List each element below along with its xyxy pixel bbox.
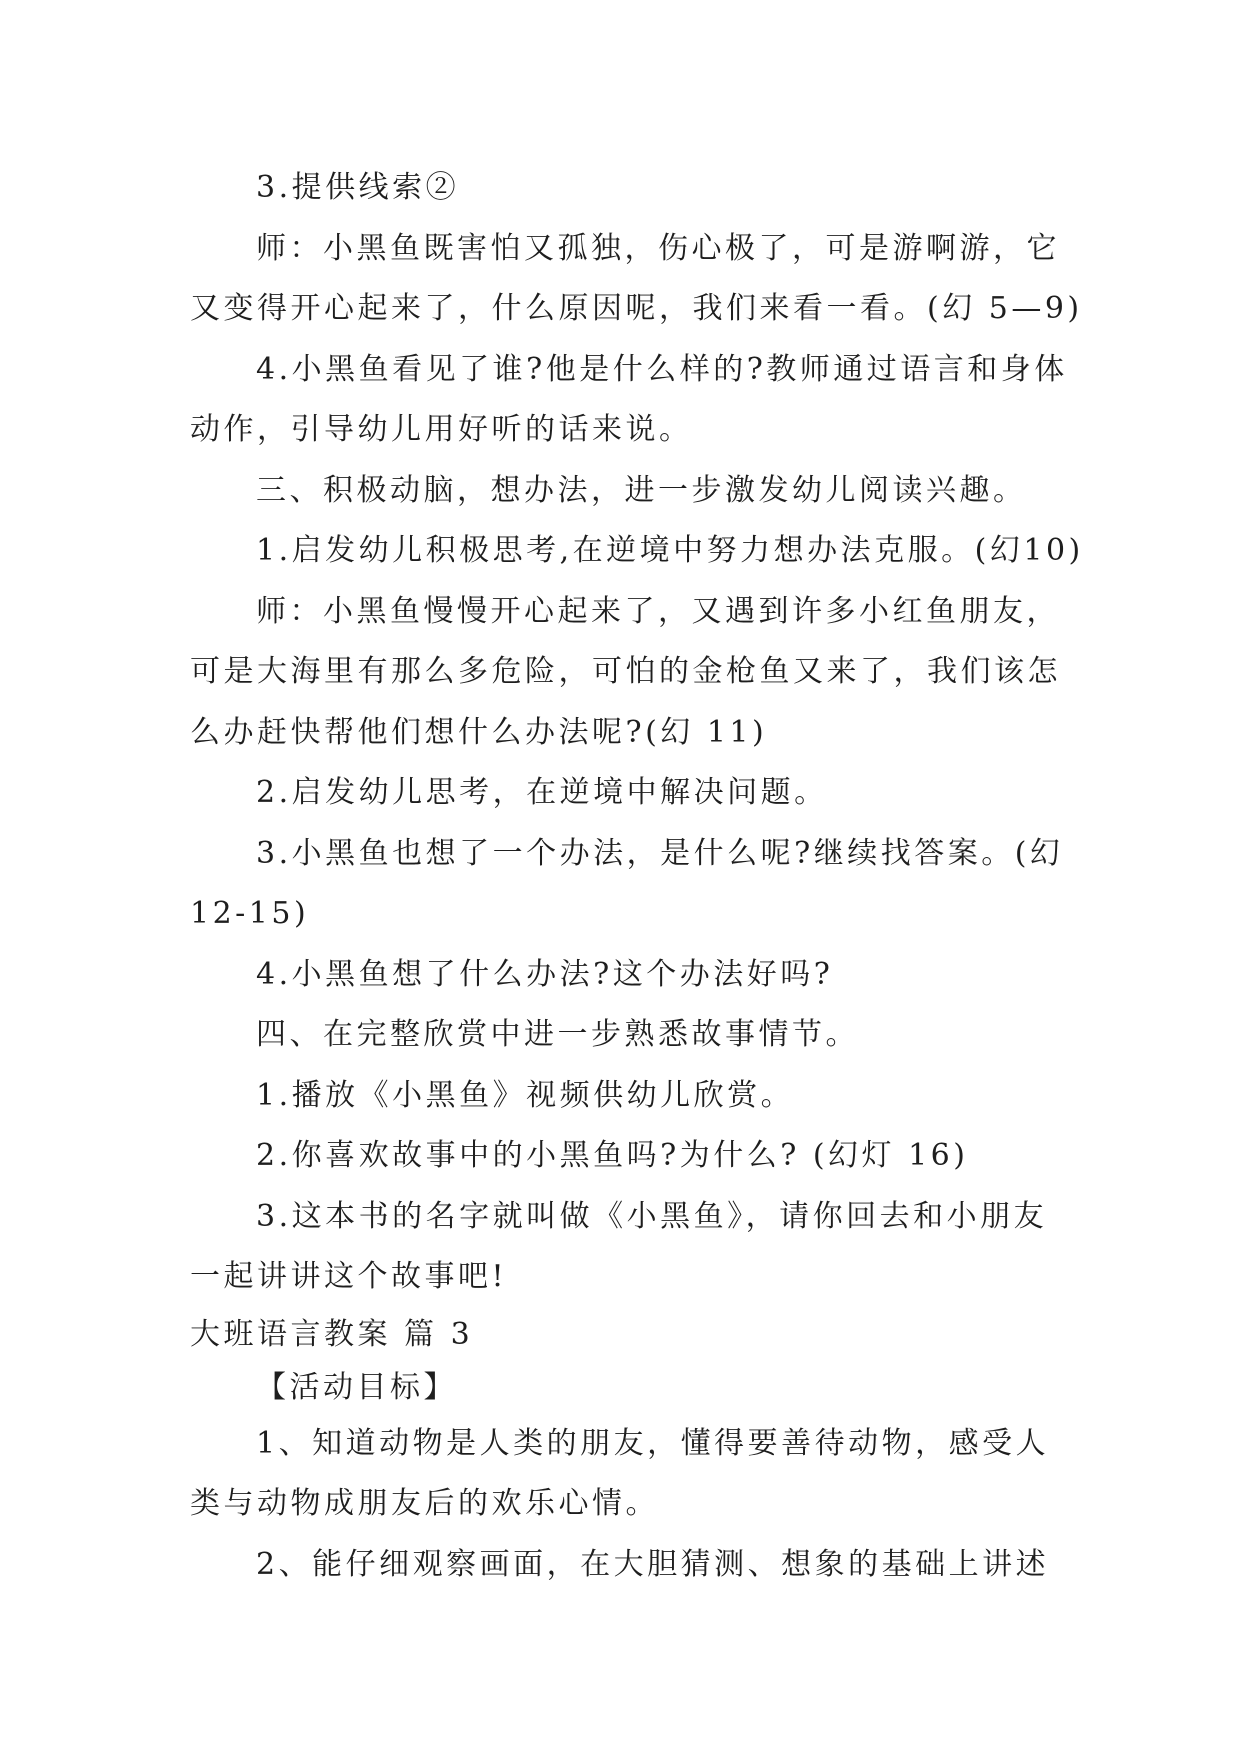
text-line: 一起讲讲这个故事吧! [190,1259,508,1294]
text-line: 12-15) [190,896,310,931]
text-line: 2、能仔细观察画面，在大胆猜测、想象的基础上讲述 [256,1546,1050,1582]
text-line: 4.小黑鱼看见了谁?他是什么样的?教师通过语言和身体 [256,351,1068,387]
text-line: 4.小黑鱼想了什么办法?这个办法好吗? [256,956,834,992]
text-line: 2.你喜欢故事中的小黑鱼吗?为什么? (幻灯 16) [256,1138,969,1173]
text-line: 3.提供线索② [256,170,460,205]
text-line: 1.启发幼儿积极思考,在逆境中努力想办法克服。(幻10) [256,533,1084,568]
text-line: 3.小黑鱼也想了一个办法，是什么呢?继续找答案。(幻 [256,835,1064,871]
text-line: 1、知道动物是人类的朋友，懂得要善待动物，感受人 [256,1425,1050,1461]
text-line: 可是大海里有那么多危险，可怕的金枪鱼又来了，我们该怎 [190,654,1061,689]
text-line: 么办赶快帮他们想什么办法呢?(幻 11) [190,714,768,750]
section-heading: 三、积极动脑，想办法，进一步激发幼儿阅读兴趣。 [256,472,1027,508]
text-line: 3.这本书的名字就叫做《小黑鱼》，请你回去和小朋友 [256,1198,1048,1234]
section-heading: 四、在完整欣赏中进一步熟悉故事情节。 [256,1017,859,1052]
section-label: 【活动目标】 [256,1369,457,1405]
document-body [190,158,1084,1595]
text-line: 又变得开心起来了，什么原因呢，我们来看一看。(幻 5—9) [190,291,1083,326]
text-line: 师：小黑鱼慢慢开心起来了，又遇到许多小红鱼朋友， [256,593,1060,629]
text-line: 类与动物成朋友后的欢乐心情。 [190,1486,659,1521]
text-line: 2.启发幼儿思考，在逆境中解决问题。 [256,775,828,810]
chapter-title: 大班语言教案 篇 3 [190,1316,474,1352]
text-line: 师：小黑鱼既害怕又孤独，伤心极了，可是游啊游，它 [256,230,1060,266]
text-line: 动作，引导幼儿用好听的话来说。 [190,412,693,447]
text-line: 1.播放《小黑鱼》视频供幼儿欣赏。 [256,1077,795,1113]
